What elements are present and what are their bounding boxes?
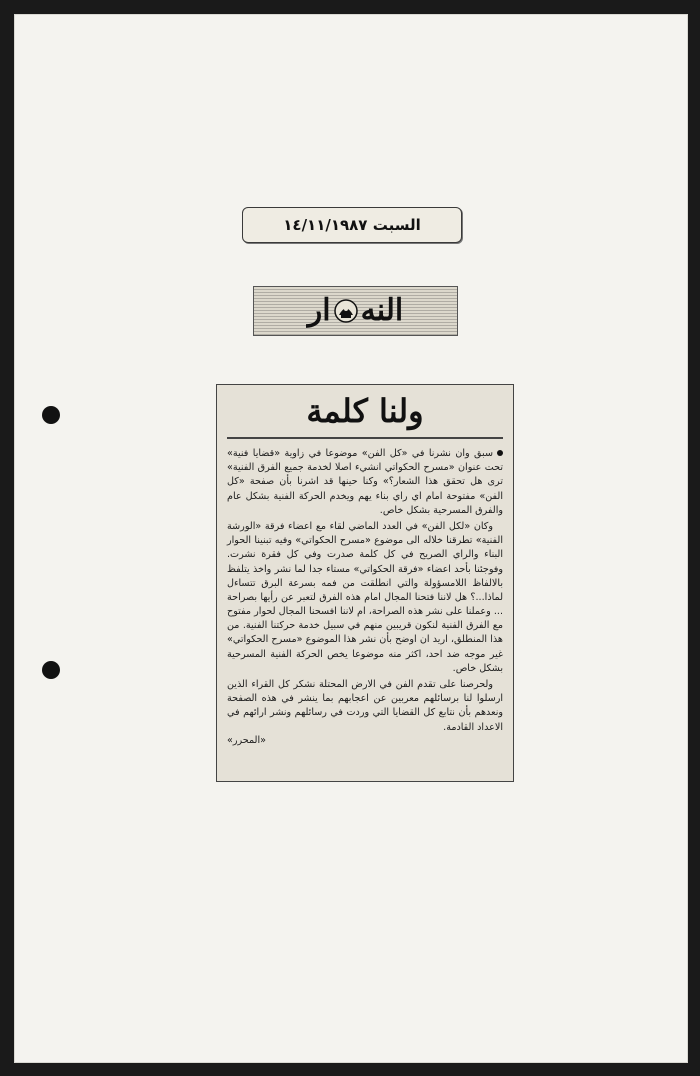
bullet-icon	[497, 450, 503, 456]
newspaper-masthead	[253, 286, 458, 336]
article-clipping	[216, 384, 514, 782]
article-paragraph: ولحرصنا على تقدم الفن في الارض المحتلة نشكر كل القراء الذين ارسلوا لنا برسائلهم معربين عن اعجابهم بما ينشر في هذه الصفحة ونعدهم بأن نتابع كل القضايا التي وردت في رسائلهم ونشر ارائهم في الاعداد القادمة.	[227, 679, 503, 733]
article-headline: ولنا كلمة	[306, 392, 424, 430]
date-label: السبت ١٤/١١/١٩٨٧	[242, 207, 462, 243]
emblem-icon	[333, 298, 359, 324]
article-paragraph: سبق وان نشرنا في «كل الفن» موضوعا في زاوية «قضايا فنية» تحت عنوان «مسرح الحكواتي انشيء اصلا لخدمة جميع الفرق الفنية» ترى هل تحقق هذا الشعار؟» وكنا حينها قد اشرنا بأن صفحة «كل الفن» مفتوحة امام اي راي بناء يهم ويخدم الحركة الفنية بشكل عام والفرق المسرحية بشكل خاص.	[227, 448, 503, 516]
article-signature: «المحرر»	[227, 734, 266, 746]
divider	[227, 437, 503, 439]
punch-hole	[42, 661, 60, 679]
article-paragraph: وكان «لكل الفن» في العدد الماضي لقاء مع اعضاء فرقة «الورشة الفنية» تطرقنا خلاله الى موضوع «مسرح الحكواتي» وفيه تبنينا الحوار البناء والراي الصريح في كل كلمة صدرت وفي كل فقرة نشرت. وفوجئنا بأحد اعضاء «فرقة الحكواتي» مستاء جدا لما نشر واخذ يتلفظ بالالفاظ اللامسؤولة والتي انطلقت من فمه بسرعة البرق تتساءل لماذا...؟ هل لاننا فتحنا المجال امام هذه الفرق لتعبر عن رأيها بصراحة ... وعملنا على نشر هذه الصراحة، ام لاننا افسحنا المجال لحوار مفتوح مع الفرق الفنية لنكون قريبين منهم في سبيل خدمة حركتنا الفنية. من هذا المنطلق، اريد ان اوضح بأن نشر هذا الموضوع «مسرح الحكواتي» غير موجه ضد احد، اكثر منه موضوعا يخص الحركة الفنية المسرحية بشكل خاص.	[227, 520, 503, 674]
punch-hole	[42, 406, 60, 424]
masthead-text-right: النه	[360, 293, 404, 328]
article-body	[227, 447, 503, 735]
masthead-text-left: ار	[307, 293, 331, 328]
